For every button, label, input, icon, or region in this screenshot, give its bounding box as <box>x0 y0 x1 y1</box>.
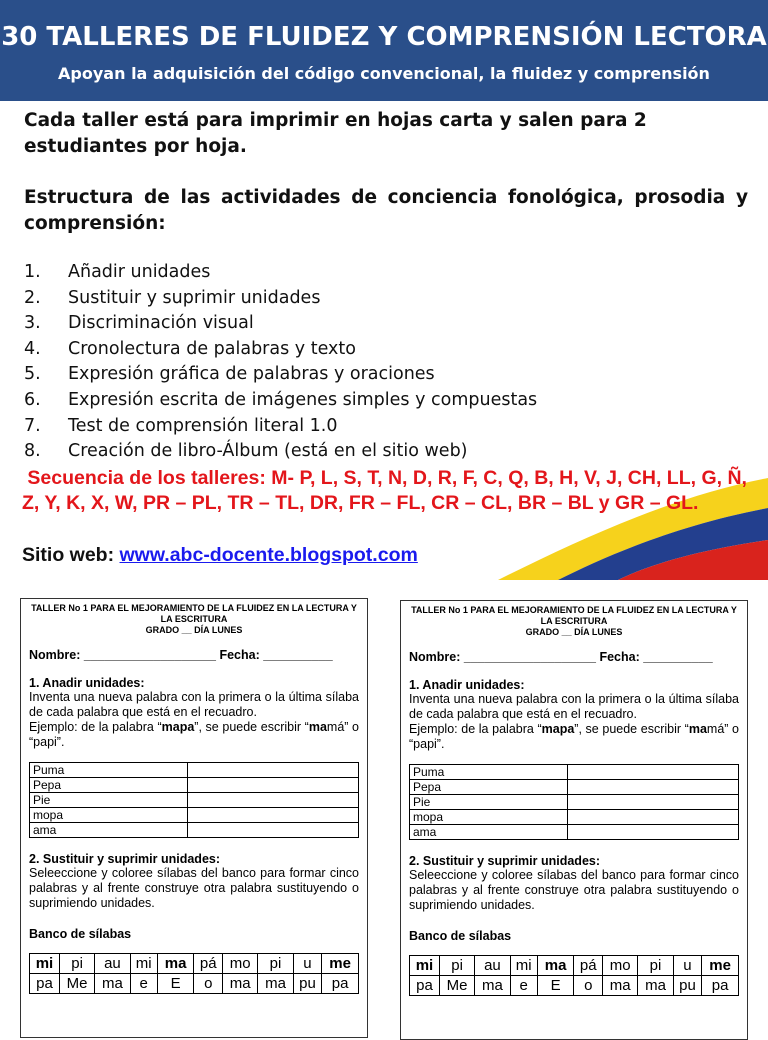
syllable-cell: u <box>293 954 322 974</box>
syllable-cell: me <box>322 954 359 974</box>
syllable-cell: pá <box>194 954 223 974</box>
intro-paragraph: Cada taller está para imprimir en hojas carta y salen para 2 estudiantes por hoja. <box>24 110 647 157</box>
nombre-field: Nombre: ___________________ <box>29 648 216 662</box>
section1-text: Inventa una nueva palabra con la primera o la última sílaba de cada palabra que está en el recuadro. <box>29 690 359 719</box>
section2-title: 2. Sustituir y suprimir unidades: <box>29 852 221 866</box>
worksheet-header: TALLER No 1 PARA EL MEJORAMIENTO DE LA FLUIDEZ EN LA LECTURA Y LA ESCRITURA <box>411 605 737 626</box>
worksheet-right <box>400 600 748 1040</box>
list-item <box>24 414 537 440</box>
table-row: Pepa <box>30 778 359 793</box>
list-number: 5. <box>24 364 41 385</box>
nombre-field: Nombre: ___________________ <box>409 650 596 664</box>
fecha-field: Fecha: __________ <box>599 650 713 664</box>
table-row: Pie <box>410 795 739 810</box>
syllable-cell: mo <box>223 954 258 974</box>
list-item <box>24 362 537 388</box>
list-text: Test de comprensión literal 1.0 <box>68 415 338 436</box>
table-row: Pepa <box>410 780 739 795</box>
website-link[interactable]: www.abc-docente.blogspot.com <box>119 544 418 566</box>
syllable-cell: mi <box>130 954 157 974</box>
section2-text: Seleeccione y coloree sílabas del banco para formar cinco palabras y al frente construye otra palabra sustituyendo o suprimiendo unidades. <box>29 866 359 910</box>
table-row <box>30 974 359 994</box>
intro-text <box>24 108 748 160</box>
list-text: Expresión escrita de imágenes simples y compuestas <box>68 389 538 410</box>
syllable-cell: u <box>673 956 702 976</box>
syllable-cell: o <box>194 974 223 994</box>
syllable-cell: pá <box>574 956 603 976</box>
syllable-cell: ma <box>475 976 510 996</box>
syllable-cell: ma <box>95 974 130 994</box>
website-label: Sitio web: <box>22 544 115 566</box>
syllable-cell: pi <box>638 956 673 976</box>
worksheet-left <box>20 598 368 1038</box>
list-text: Creación de libro-Álbum (está en el sitio web) <box>68 441 468 462</box>
list-text: Añadir unidades <box>68 262 211 282</box>
syllable-cell: E <box>157 974 194 994</box>
list-item <box>24 311 537 337</box>
section1-text: Inventa una nueva palabra con la primera o la última sílaba de cada palabra que está en el recuadro. <box>409 692 739 721</box>
syllable-cell: pa <box>322 974 359 994</box>
list-text: Expresión gráfica de palabras y oraciones <box>68 364 435 385</box>
table-row: Puma <box>30 763 359 778</box>
syllable-cell: pi <box>439 956 474 976</box>
syllable-cell: au <box>95 954 130 974</box>
table-row <box>30 954 359 974</box>
list-item <box>24 286 537 312</box>
banco-title: Banco de sílabas <box>409 929 512 943</box>
table-row: Pie <box>30 793 359 808</box>
syllable-cell: ma <box>157 954 194 974</box>
syllable-cell: e <box>510 976 537 996</box>
table-row: ama <box>30 823 359 838</box>
syllable-cell: ma <box>258 974 293 994</box>
syllable-cell: pa <box>30 974 60 994</box>
syllable-cell: au <box>475 956 510 976</box>
list-number: 8. <box>24 441 41 462</box>
list-number: 7. <box>24 415 41 436</box>
list-number: 6. <box>24 389 41 410</box>
section1-title: 1. Anadir unidades: <box>29 676 145 690</box>
website-line <box>22 544 418 567</box>
table-row <box>410 976 739 996</box>
syllable-bank <box>409 955 739 996</box>
syllable-cell: ma <box>537 956 574 976</box>
syllable-cell: pa <box>410 976 440 996</box>
syllable-cell: E <box>537 976 574 996</box>
list-item <box>24 260 537 286</box>
sequence-text: M- P, L, S, T, N, D, R, F, C, Q, B, H, V, J, CH, LL, G, Ñ, Z, Y, K, X, W, PR – PL, TR – TL, DR, FR – FL, CR – CL, BR – BL y GR – GL. <box>22 467 747 514</box>
syllable-cell: pi <box>59 954 94 974</box>
sequence-label: Secuencia de los talleres: <box>27 467 266 489</box>
list-item <box>24 388 537 414</box>
syllable-cell: pu <box>673 976 702 996</box>
list-text: Discriminación visual <box>68 313 254 334</box>
syllable-cell: ma <box>638 976 673 996</box>
section1-title: 1. Anadir unidades: <box>409 678 525 692</box>
structure-heading: Estructura de las actividades de conciencia fonológica, prosodia y comprensión: <box>24 187 748 234</box>
words-table <box>29 762 359 838</box>
example-text: Ejemplo: de la palabra “mapa”, se puede escribir “mamá” o “papi”. <box>409 722 740 751</box>
syllable-cell: mi <box>30 954 60 974</box>
page-subtitle: Apoyan la adquisición del código convencional, la fluidez y comprensión <box>58 64 710 83</box>
syllable-cell: me <box>702 956 739 976</box>
table-row: mopa <box>30 808 359 823</box>
list-number: 4. <box>24 338 41 359</box>
list-text: Cronolectura de palabras y texto <box>68 338 356 359</box>
syllable-cell: e <box>130 974 157 994</box>
syllable-cell: mi <box>510 956 537 976</box>
syllable-cell: mi <box>410 956 440 976</box>
syllable-cell: ma <box>223 974 258 994</box>
name-date-row <box>29 648 359 662</box>
syllable-cell: mo <box>603 956 638 976</box>
sequence-block <box>22 466 757 516</box>
table-row: ama <box>410 825 739 840</box>
list-number: 3. <box>24 313 41 334</box>
example-text: Ejemplo: de la palabra “mapa”, se puede escribir “mamá” o “papi”. <box>29 720 360 749</box>
list-item <box>24 337 537 363</box>
syllable-cell: Me <box>59 974 94 994</box>
table-row: Puma <box>410 765 739 780</box>
section2-text: Seleeccione y coloree sílabas del banco para formar cinco palabras y al frente construye otra palabra sustituyendo o suprimiendo unidades. <box>409 868 739 912</box>
table-row <box>410 956 739 976</box>
banco-title: Banco de sílabas <box>29 927 132 941</box>
syllable-cell: ma <box>603 976 638 996</box>
worksheet-grade: GRADO __ DÍA LUNES <box>145 625 243 635</box>
syllable-cell: pi <box>258 954 293 974</box>
words-table <box>409 764 739 840</box>
syllable-cell: pu <box>293 974 322 994</box>
list-number: 1. <box>24 262 41 282</box>
fecha-field: Fecha: __________ <box>219 648 333 662</box>
name-date-row <box>409 650 739 664</box>
section2-title: 2. Sustituir y suprimir unidades: <box>409 854 601 868</box>
header-banner <box>0 0 768 101</box>
worksheet-grade: GRADO __ DÍA LUNES <box>525 627 623 637</box>
syllable-cell: Me <box>439 976 474 996</box>
syllable-cell: o <box>574 976 603 996</box>
table-row: mopa <box>410 810 739 825</box>
page-title: 30 TALLERES DE FLUIDEZ Y COMPRENSIÓN LECTORA <box>1 22 767 52</box>
worksheet-header: TALLER No 1 PARA EL MEJORAMIENTO DE LA FLUIDEZ EN LA LECTURA Y LA ESCRITURA <box>31 603 357 624</box>
syllable-bank <box>29 953 359 994</box>
list-number: 2. <box>24 287 41 308</box>
syllable-cell: pa <box>702 976 739 996</box>
activity-list <box>24 260 537 465</box>
list-text: Sustituir y suprimir unidades <box>68 287 321 308</box>
